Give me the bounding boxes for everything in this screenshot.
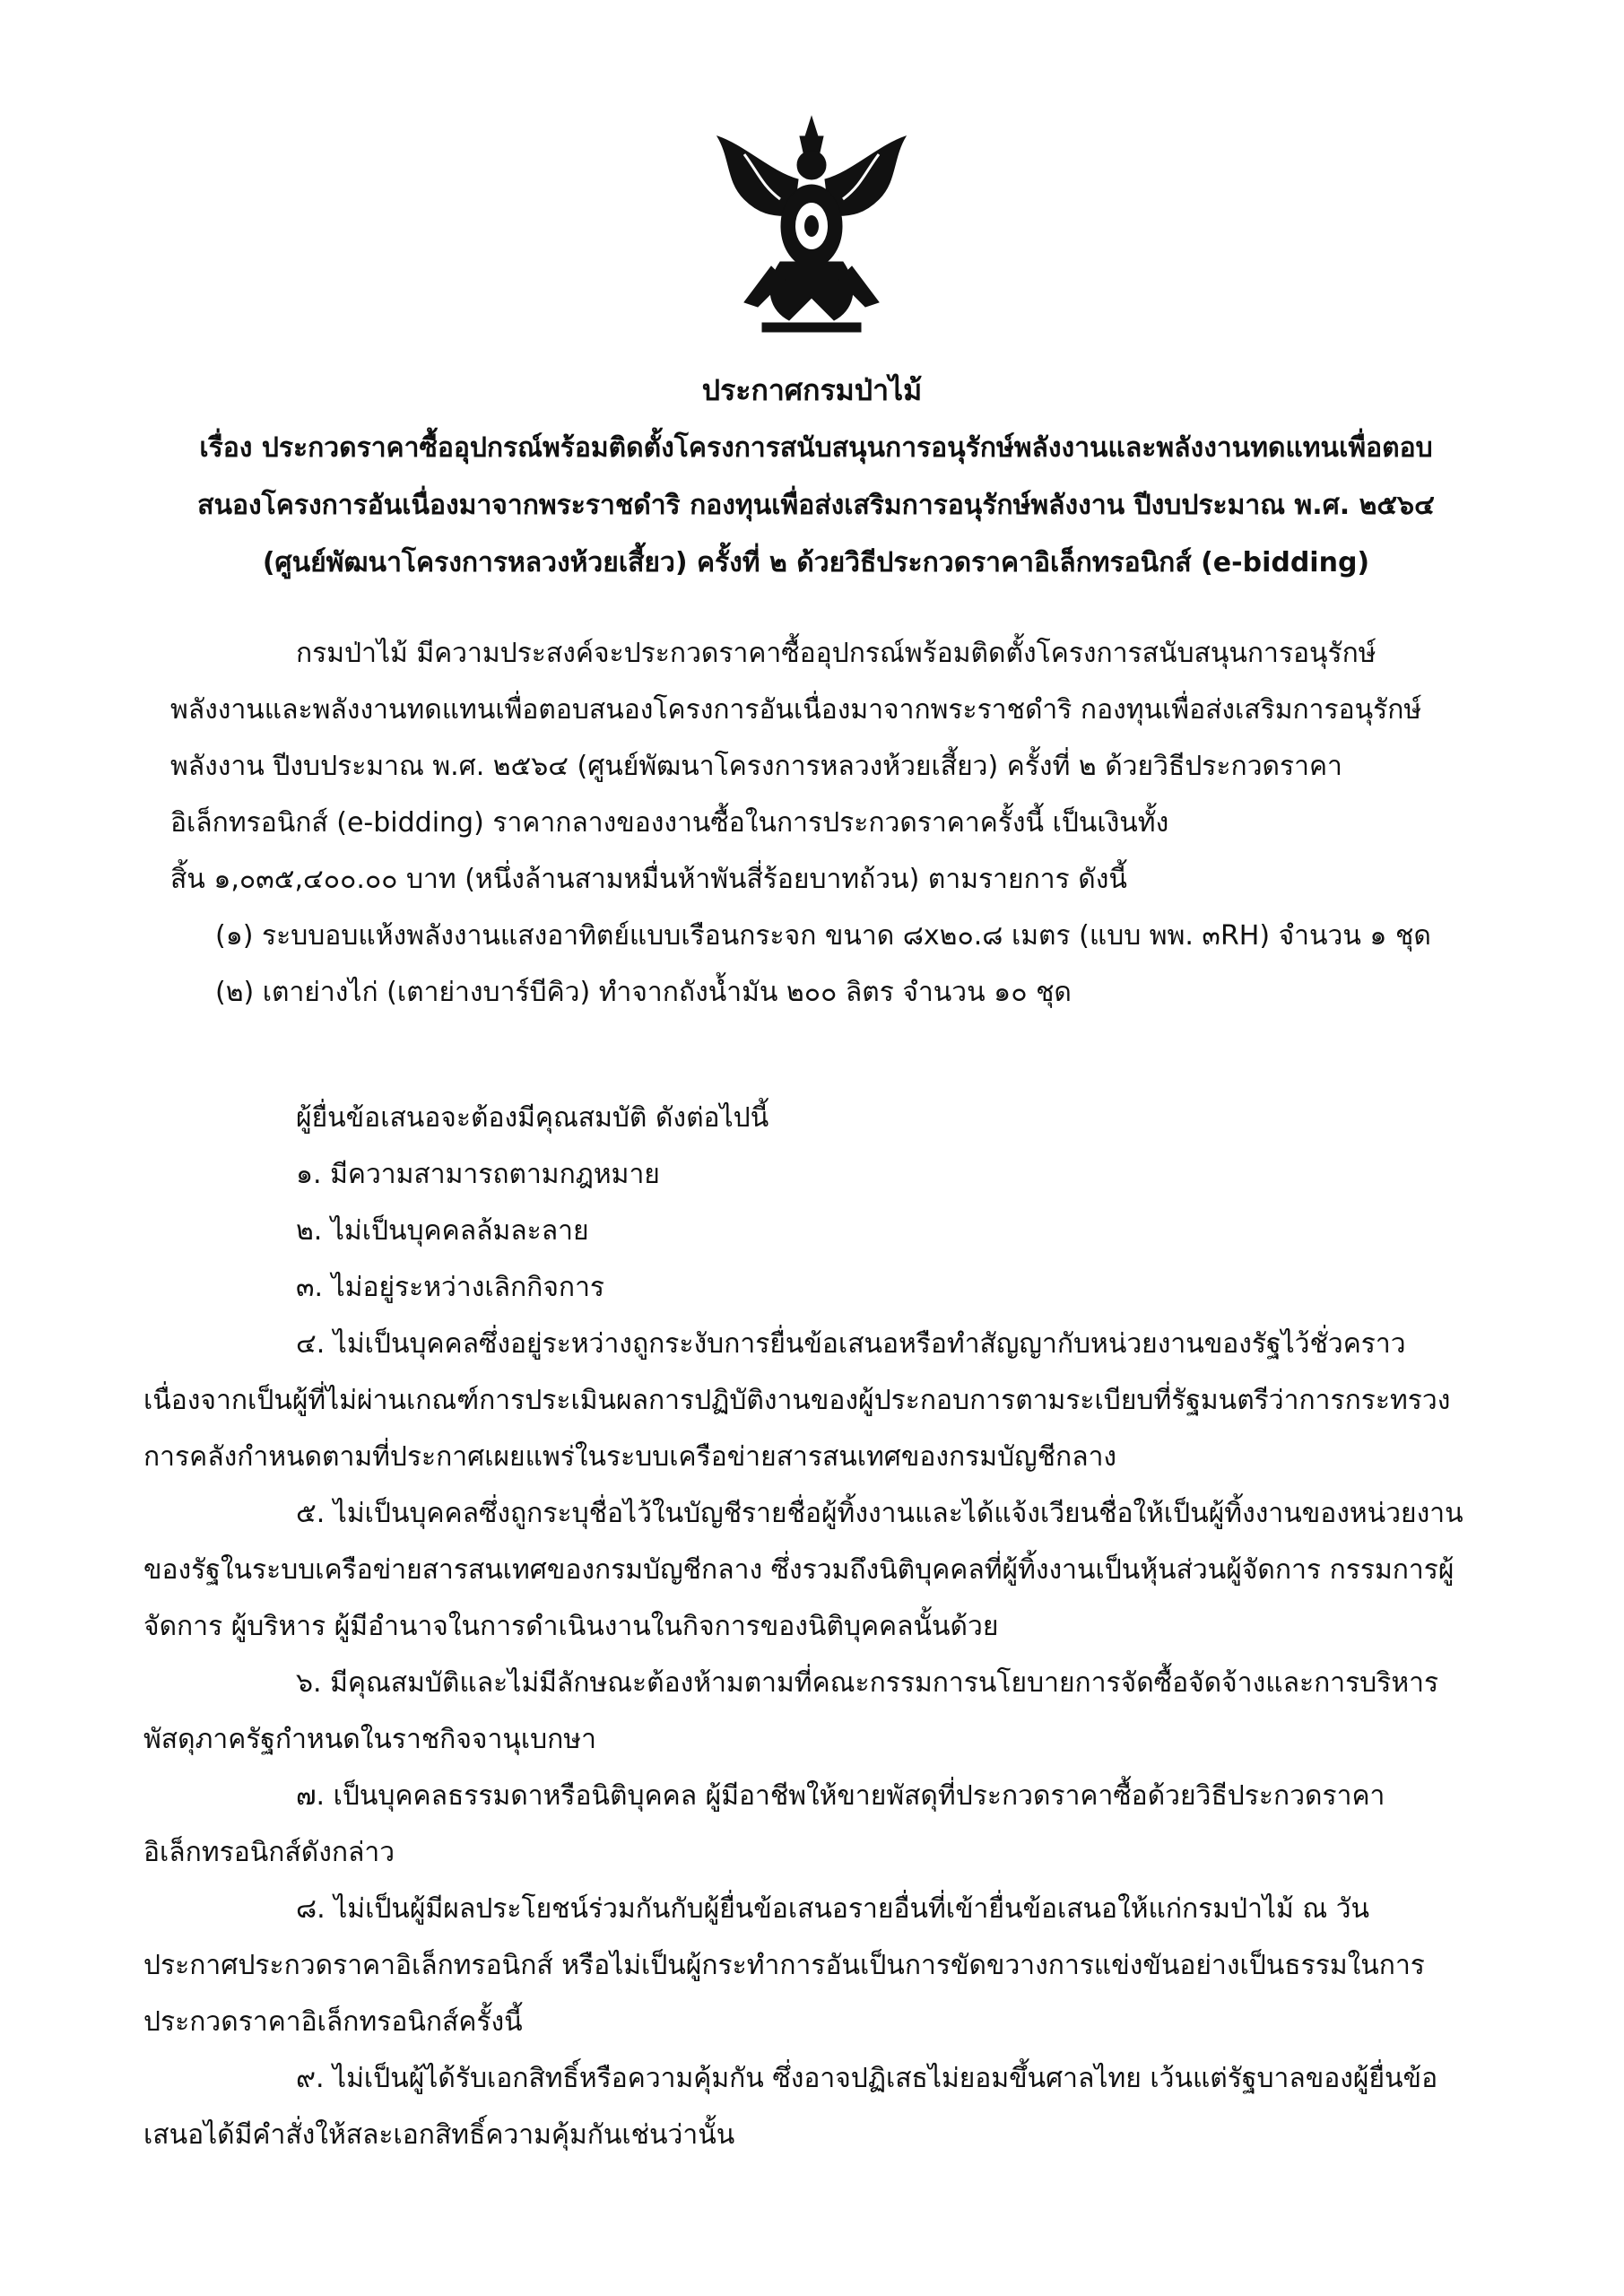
intro-line-5: สิ้น ๑,๐๓๕,๔๐๐.๐๐ บาท (หนึ่งล้านสามหมื่นห้าพันสี่ร้อยบาทถ้วน) ตามรายการ ดังนี้ [170,864,1127,895]
intro-item-2: (๒) เตาย่างไก่ (เตาย่างบาร์บีคิว) ทำจากถังน้ำมัน ๒๐๐ ลิตร จำนวน ๑๐ ชุด [215,977,1072,1008]
qualification-2: ๒. ไม่เป็นบุคคลล้มละลาย [296,1215,589,1247]
document-title: ประกาศกรมป่าไม้ [701,373,923,407]
intro-item-1: (๑) ระบบอบแห้งพลังงานแสงอาทิตย์แบบเรือนกระจก ขนาด ๘x๒๐.๘ เมตร (แบบ พพ. ๓RH) จำนวน ๑ ชุด [215,920,1431,952]
intro-line-1: กรมป่าไม้ มีความประสงค์จะประกวดราคาซื้ออุปกรณ์พร้อมติดตั้งโครงการสนับสนุนการอนุรักษ์ [296,638,1376,669]
qualification-1: ๑. มีความสามารถตามกฎหมาย [296,1159,660,1190]
subject-line-3: (ศูนย์พัฒนาโครงการหลวงห้วยเสี้ยว) ครั้งที่ ๒ ด้วยวิธีประกวดราคาอิเล็กทรอนิกส์ (e-bidding) [262,547,1370,578]
qualification-9: ๙. ไม่เป็นผู้ได้รับเอกสิทธิ์หรือความคุ้มกัน ซึ่งอาจปฏิเสธไม่ยอมขึ้นศาลไทย เว้นแต่รัฐบาลของผู้ยื่นข้อ เสนอได้มีคำสั่งให้สละเอกสิทธิ์ความคุ้มกันเช่นว่านั้น [143,2063,1438,2151]
intro-line-4: อิเล็กทรอนิกส์ (e-bidding) ราคากลางของงานซื้อในการประกวดราคาครั้งนี้ เป็นเงินทั้ง [170,807,1169,839]
qualification-3: ๓. ไม่อยู่ระหว่างเลิกกิจการ [296,1272,605,1303]
qualifications [143,1090,1507,2163]
intro-line-2: พลังงานและพลังงานทดแทนเพื่อตอบสนองโครงการอันเนื่องมาจากพระราชดำริ กองทุนเพื่อส่งเสริมการอนุรักษ์ [170,694,1422,726]
qualification-5: ๕. ไม่เป็นบุคคลซึ่งถูกระบุชื่อไว้ในบัญชีรายชื่อผู้ทิ้งงานและได้แจ้งเวียนชื่อให้เป็นผู้ทิ้งงานของหน่วยงาน ของรัฐในระบบเครือข่ายสารสนเทศของกรมบัญชีกลาง ซึ่งรวมถึงนิติบุคคลที่ผู้ทิ้งงานเป็นหุ้นส่วนผู้จัดการ กรรมการผู้ จัดการ ผู้บริหาร ผู้มีอำนาจในการดำเนินงานในกิจการของนิติบุคคลนั้นด้วย [143,1498,1463,1642]
qualification-4: ๔. ไม่เป็นบุคคลซึ่งอยู่ระหว่างถูกระงับการยื่นข้อเสนอหรือทำสัญญากับหน่วยงานของรัฐไว้ชั่วคราว เนื่องจากเป็นผู้ที่ไม่ผ่านเกณฑ์การประเมินผลการปฏิบัติงานของผู้ประกอบการตามระเบียบที่รัฐมนตรีว่าการกระทรวง การคลังกำหนดตามที่ประกาศเผยแพร่ในระบบเครือข่ายสารสนเทศของกรมบัญชีกลาง [143,1328,1451,1473]
subject-line-1: เรื่อง ประกวดราคาซื้ออุปกรณ์พร้อมติดตั้งโครงการสนับสนุนการอนุรักษ์พลังงานและพลังงานทดแทนเพื่อตอบ [199,432,1433,464]
qualification-8: ๘. ไม่เป็นผู้มีผลประโยชน์ร่วมกันกับผู้ยื่นข้อเสนอรายอื่นที่เข้ายื่นข้อเสนอให้แก่กรมป่าไม้ ณ วัน ประกาศประกวดราคาอิเล็กทรอนิกส์ หรือไม่เป็นผู้กระทำการอันเป็นการขัดขวางการแข่งขันอย่างเป็นธรรมในการ ประกวดราคาอิเล็กทรอนิกส์ครั้งนี้ [143,1893,1425,2038]
subject-line-2: สนองโครงการอันเนื่องมาจากพระราชดำริ กองทุนเพื่อส่งเสริมการอนุรักษ์พลังงาน ปีงบประมาณ พ.ศ. ๒๕๖๔ [197,490,1435,521]
qualifications-heading: ผู้ยื่นข้อเสนอจะต้องมีคุณสมบัติ ดังต่อไปนี้ [296,1102,769,1134]
qualification-7: ๗. เป็นบุคคลธรรมดาหรือนิติบุคคล ผู้มีอาชีพให้ขายพัสดุที่ประกวดราคาซื้อด้วยวิธีประกวดราคา อิเล็กทรอนิกส์ดังกล่าว [143,1780,1385,1868]
document-subject [135,420,1498,592]
garuda-emblem [708,109,915,343]
qualification-6: ๖. มีคุณสมบัติและไม่มีลักษณะต้องห้ามตามที่คณะกรรมการนโยบายการจัดซื้อจัดจ้างและการบริหาร พัสดุภาครัฐกำหนดในราชกิจจานุเบกษา [143,1667,1439,1755]
intro-line-3: พลังงาน ปีงบประมาณ พ.ศ. ๒๕๖๔ (ศูนย์พัฒนาโครงการหลวงห้วยเสี้ยว) ครั้งที่ ๒ ด้วยวิธีประกวดราคา [170,751,1342,782]
